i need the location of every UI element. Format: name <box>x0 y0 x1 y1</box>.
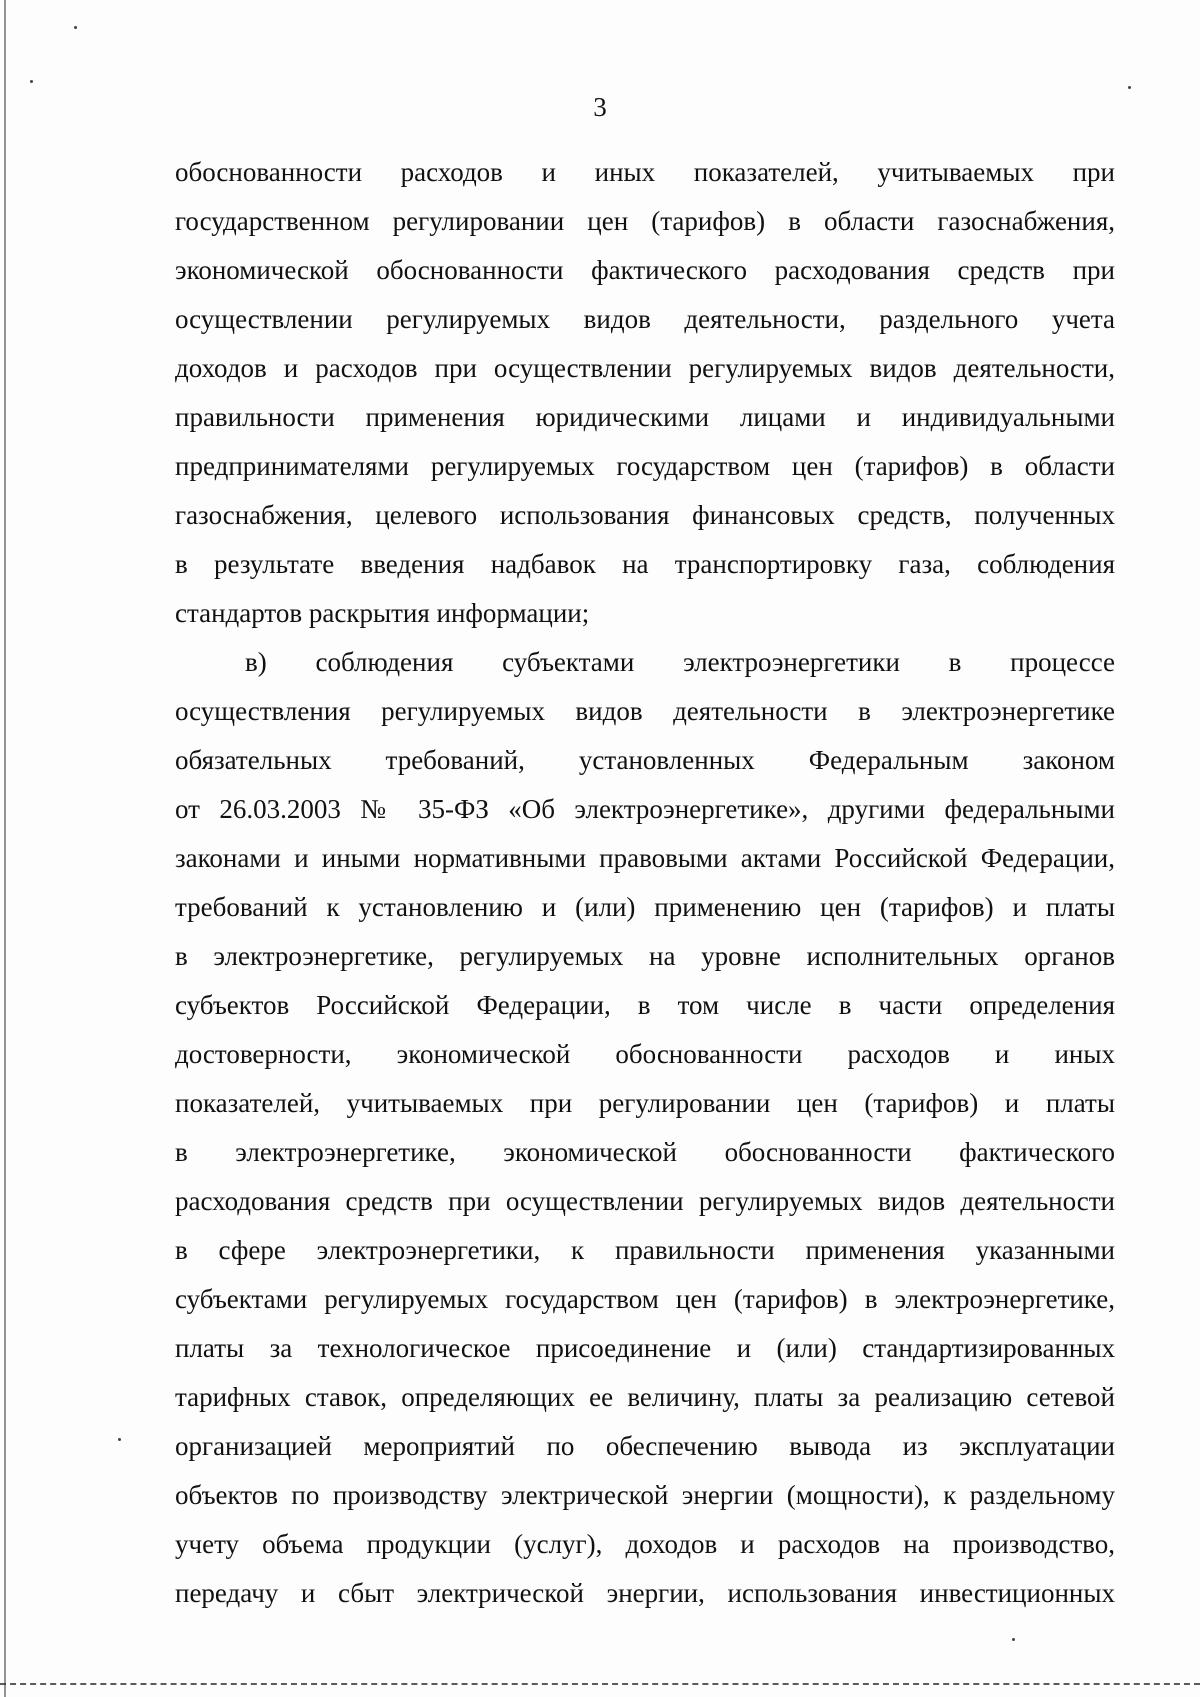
text-line: осуществления регулируемых видов деятельности в электроэнергетике <box>175 696 1115 726</box>
text-line: расходования средств при осуществлении регулируемых видов деятельности <box>175 1186 1115 1216</box>
page-number-text: 3 <box>593 92 607 122</box>
text-line: показателей, учитываемых при регулировании цен (тарифов) и платы <box>175 1088 1115 1118</box>
text-line: учету объема продукции (услуг), доходов и расходов на производство, <box>175 1529 1115 1559</box>
text-line: доходов и расходов при осуществлении регулируемых видов деятельности, <box>175 353 1115 383</box>
text-line: субъектами регулируемых государством цен (тарифов) в электроэнергетике, <box>175 1284 1115 1314</box>
scan-speck <box>74 26 77 29</box>
text-line: субъектов Российской Федерации, в том числе в части определения <box>175 990 1115 1020</box>
scan-speck <box>1012 1638 1015 1641</box>
text-line: экономической обоснованности фактического расходования средств при <box>175 255 1115 285</box>
text-line: тарифных ставок, определяющих ее величину, платы за реализацию сетевой <box>175 1382 1115 1412</box>
text-line: организацией мероприятий по обеспечению вывода из эксплуатации <box>175 1431 1115 1461</box>
text-line: осуществлении регулируемых видов деятельности, раздельного учета <box>175 304 1115 334</box>
text-line: государственном регулировании цен (тарифов) в области газоснабжения, <box>175 206 1115 236</box>
text-line: объектов по производству электрической энергии (мощности), к раздельному <box>175 1480 1115 1510</box>
scan-speck <box>30 80 33 83</box>
text-line: предпринимателями регулируемых государством цен (тарифов) в области <box>175 451 1115 481</box>
text-line: от 26.03.2003 № 35-ФЗ «Об электроэнергетике», другими федеральными <box>175 794 1115 824</box>
text-line: достоверности, экономической обоснованности расходов и иных <box>175 1039 1115 1069</box>
paragraph-start-line: в) соблюдения субъектами электроэнергетики в процессе <box>245 647 1115 677</box>
text-line: газоснабжения, целевого использования финансовых средств, полученных <box>175 500 1115 530</box>
scan-speck <box>1128 86 1131 89</box>
text-line: обоснованности расходов и иных показателей, учитываемых при <box>175 157 1115 187</box>
bottom-dashed-rule <box>0 1683 1200 1685</box>
scan-speck <box>118 1438 121 1441</box>
body-text <box>175 148 1115 1618</box>
text-line: обязательных требований, установленных Федеральным законом <box>175 745 1115 775</box>
text-line: правильности применения юридическими лицами и индивидуальными <box>175 402 1115 432</box>
page-number <box>40 92 1200 122</box>
text-line: платы за технологическое присоединение и (или) стандартизированных <box>175 1333 1115 1363</box>
text-line: в результате введения надбавок на транспортировку газа, соблюдения <box>175 549 1115 579</box>
text-line: в электроэнергетике, регулируемых на уровне исполнительных органов <box>175 941 1115 971</box>
text-line: в электроэнергетике, экономической обоснованности фактического <box>175 1137 1115 1167</box>
text-line: в сфере электроэнергетики, к правильности применения указанными <box>175 1235 1115 1265</box>
text-line: передачу и сбыт электрической энергии, использования инвестиционных <box>175 1578 1115 1608</box>
scan-left-edge <box>4 0 6 1697</box>
text-line: требований к установлению и (или) применению цен (тарифов) и платы <box>175 892 1115 922</box>
text-line: законами и иными нормативными правовыми актами Российской Федерации, <box>175 843 1115 873</box>
text-line: стандартов раскрытия информации; <box>175 598 590 628</box>
